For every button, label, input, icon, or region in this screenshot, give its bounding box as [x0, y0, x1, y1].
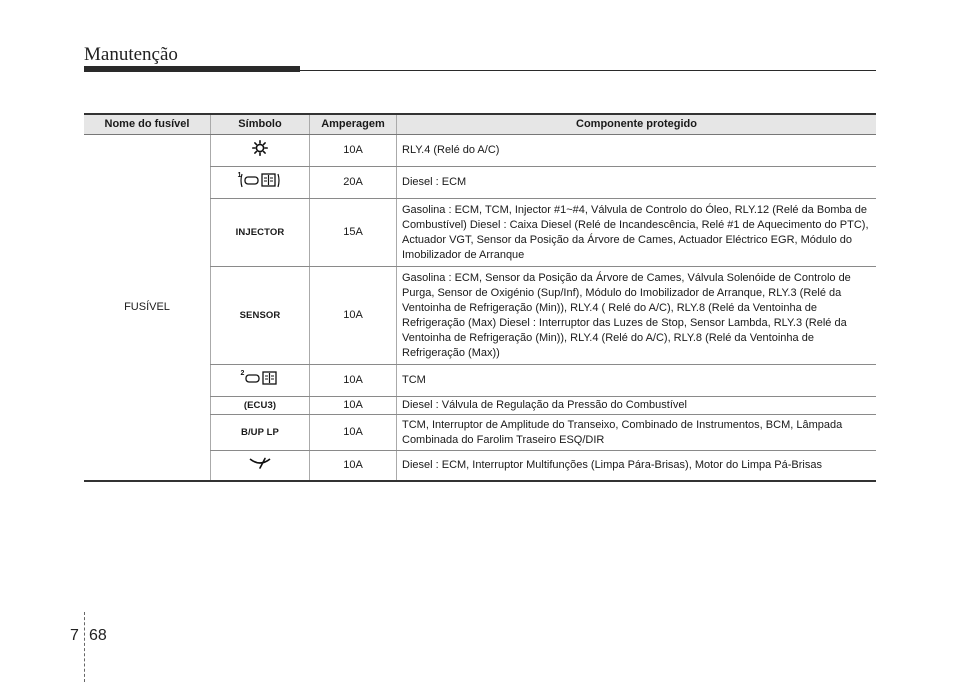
page-section-title: Manutenção [84, 44, 178, 65]
symbol-cell [211, 365, 310, 397]
symbol-cell [211, 397, 310, 415]
page-number-divider [84, 612, 85, 682]
symbol-cell [211, 135, 310, 167]
svg-text:2: 2 [240, 370, 245, 377]
component-cell: RLY.4 (Relé do A/C) [397, 135, 877, 167]
symbol-cell [211, 267, 310, 365]
table-row [84, 135, 876, 167]
fuse-name-cell: FUSÍVEL [84, 135, 211, 481]
amperage-cell: 10A [310, 451, 397, 481]
symbol-cell [211, 199, 310, 267]
component-cell: Gasolina : ECM, Sensor da Posição da Árvore de Cames, Válvula Solenóide de Controlo de Purga, Sensor de Oxigénio (Sup/Inf), Módulo do Imobilizador de Arranque, RLY.3 (Relé da Ventoinha de Refrigeração (Min)), RLY.4 ( Relé do A/C), RLY.8 (Relé da Ventoinha de Refrigeração (Max) Diesel : Interruptor das Luzes de Stop, Sensor Lambda, RLY.3 (Relé da Ventoinha de Refrigeração (Min)), RLY.4 (Relé do A/C), RLY.8 (Relé da Ventoinha de Refrigeração (Max)) [397, 267, 877, 365]
col-header-amperage: Amperagem [310, 114, 397, 135]
col-header-component: Componente protegido [397, 114, 877, 135]
component-cell: TCM, Interruptor de Amplitude do Transeixo, Combinado de Instrumentos, BCM, Lâmpada Combinada do Farolim Traseiro ESQ/DIR [397, 415, 877, 451]
page-number: 68 [89, 627, 107, 644]
amperage-cell: 15A [310, 199, 397, 267]
col-header-fuse-name: Nome do fusível [84, 114, 211, 135]
symbol-cell [211, 451, 310, 481]
amperage-cell: 10A [310, 365, 397, 397]
fuse-table [84, 113, 876, 482]
component-cell: Diesel : Válvula de Regulação da Pressão do Combustível [397, 397, 877, 415]
svg-text:1: 1 [237, 172, 242, 179]
symbol-label: B/UP LP [240, 427, 279, 438]
col-header-symbol: Símbolo [211, 114, 310, 135]
symbol-label: INJECTOR [235, 227, 285, 238]
component-cell: Gasolina : ECM, TCM, Injector #1~#4, Válvula de Controlo do Óleo, RLY.12 (Relé da Bomba de Combustível) Diesel : Caixa Diesel (Relé de Incandescência, Relé #1 de Aquecimento do PTC), Actuador VGT, Sensor da Posição da Árvore de Cames, Actuador Eléctrico EGR, Módulo do Imobilizador de Arranque [397, 199, 877, 267]
amperage-cell: 10A [310, 397, 397, 415]
sun-icon [252, 140, 268, 161]
component-cell: Diesel : ECM [397, 167, 877, 199]
table-header-row [84, 114, 876, 135]
symbol-cell [211, 167, 310, 199]
header-rule [300, 70, 876, 71]
symbol-cell [211, 415, 310, 451]
header-bar [84, 66, 300, 72]
amperage-cell: 10A [310, 415, 397, 451]
amperage-cell: 10A [310, 135, 397, 167]
wiper-icon [248, 456, 272, 475]
engine-check-2-icon [240, 369, 280, 392]
amperage-cell: 10A [310, 267, 397, 365]
component-cell: Diesel : ECM, Interruptor Multifunções (Limpa Pára-Brisas), Motor do Limpa Pá-Brisas [397, 451, 877, 481]
engine-check-1-icon [237, 171, 283, 194]
symbol-label: SENSOR [239, 310, 281, 321]
amperage-cell: 20A [310, 167, 397, 199]
component-cell: TCM [397, 365, 877, 397]
symbol-label: (ECU3) [243, 400, 277, 411]
chapter-number: 7 [70, 627, 79, 644]
